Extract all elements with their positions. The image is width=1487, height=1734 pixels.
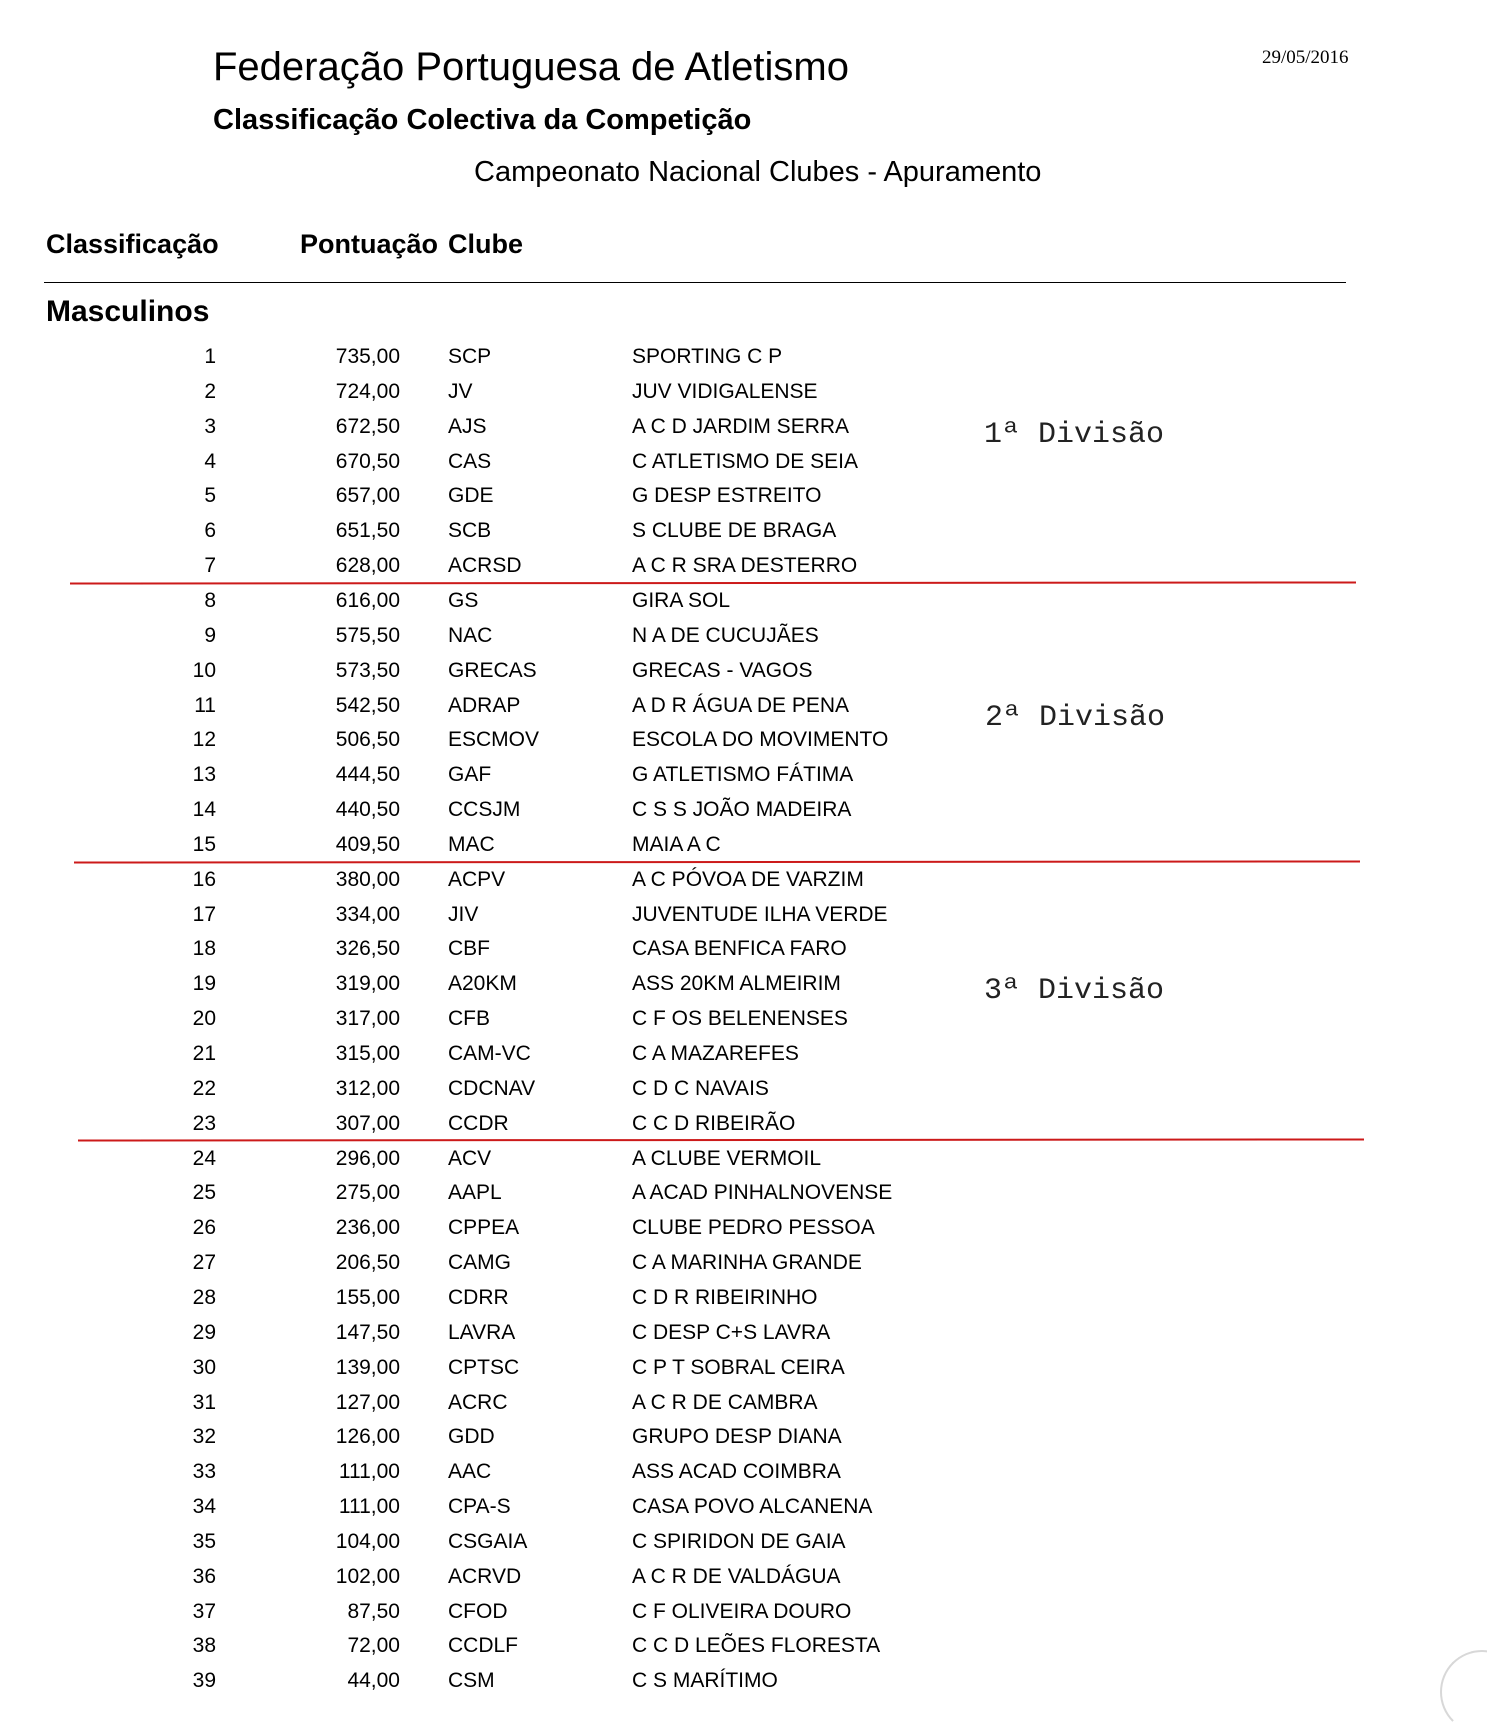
rank-cell: 18 xyxy=(192,937,216,961)
rank-cell: 33 xyxy=(192,1460,216,1484)
club-name-cell: SPORTING C P xyxy=(632,345,783,368)
club-name-cell: A ACAD PINHALNOVENSE xyxy=(632,1181,893,1205)
points-cell: 139,00 xyxy=(335,1355,400,1379)
points-cell: 409,50 xyxy=(335,832,400,856)
club-name-cell: A C PÓVOA DE VARZIM xyxy=(632,867,864,891)
table-row xyxy=(0,827,1487,862)
club-abbr-cell: LAVRA xyxy=(448,1320,516,1344)
table-row xyxy=(0,548,1487,583)
club-abbr-cell: AAPL xyxy=(448,1181,502,1205)
rank-cell: 24 xyxy=(192,1146,216,1170)
club-name-cell: CASA POVO ALCANENA xyxy=(632,1495,873,1519)
club-name-cell: S CLUBE DE BRAGA xyxy=(632,519,837,543)
club-abbr-cell: GRECAS xyxy=(448,658,537,682)
club-abbr-cell: CPPEA xyxy=(448,1216,520,1240)
points-cell: 72,00 xyxy=(347,1634,400,1658)
table-row xyxy=(0,897,1487,932)
points-cell: 126,00 xyxy=(335,1425,400,1449)
club-name-cell: CLUBE PEDRO PESSOA xyxy=(632,1216,875,1240)
table-row xyxy=(0,478,1487,513)
points-cell: 155,00 xyxy=(335,1285,400,1309)
club-name-cell: C S MARÍTIMO xyxy=(632,1669,778,1693)
table-row xyxy=(0,688,1487,723)
club-name-cell: C P T SOBRAL CEIRA xyxy=(632,1355,845,1379)
rank-cell: 38 xyxy=(192,1634,216,1658)
rank-cell: 3 xyxy=(204,414,216,438)
club-name-cell: C A MARINHA GRANDE xyxy=(632,1251,862,1275)
table-row xyxy=(0,1419,1487,1454)
column-header-classificacao: Classificação xyxy=(46,229,219,259)
club-abbr-cell: CFB xyxy=(448,1007,490,1031)
club-name-cell: G ATLETISMO FÁTIMA xyxy=(632,763,854,787)
points-cell: 735,00 xyxy=(335,345,400,368)
points-cell: 444,50 xyxy=(335,763,400,787)
section-title: Masculinos xyxy=(46,295,210,328)
table-row xyxy=(0,1524,1487,1559)
club-abbr-cell: CSM xyxy=(448,1669,495,1693)
table-row xyxy=(0,1559,1487,1594)
table-row xyxy=(0,1210,1487,1245)
rank-cell: 25 xyxy=(192,1181,216,1205)
club-name-cell: C SPIRIDON DE GAIA xyxy=(632,1529,846,1553)
table-row xyxy=(0,722,1487,757)
rank-cell: 32 xyxy=(192,1425,216,1449)
club-abbr-cell: CAS xyxy=(448,449,492,473)
rank-cell: 9 xyxy=(204,623,216,647)
club-abbr-cell: ACRC xyxy=(448,1390,508,1414)
club-name-cell: C C D RIBEIRÃO xyxy=(632,1111,796,1135)
club-abbr-cell: ACRVD xyxy=(448,1564,522,1588)
club-abbr-cell: AAC xyxy=(448,1460,492,1484)
club-abbr-cell: CDRR xyxy=(448,1285,509,1309)
rank-cell: 21 xyxy=(192,1042,216,1065)
rank-cell: 37 xyxy=(192,1599,216,1623)
table-row xyxy=(0,1106,1487,1141)
table-row xyxy=(0,1071,1487,1106)
table-row xyxy=(0,966,1487,1001)
club-name-cell: JUVENTUDE ILHA VERDE xyxy=(632,902,888,926)
points-cell: 312,00 xyxy=(335,1076,400,1100)
table-row xyxy=(0,409,1487,444)
table-row xyxy=(0,792,1487,827)
rank-cell: 19 xyxy=(192,972,216,996)
club-name-cell: A C D JARDIM SERRA xyxy=(632,414,850,438)
points-cell: 275,00 xyxy=(335,1181,400,1205)
club-name-cell: JUV VIDIGALENSE xyxy=(632,379,818,403)
club-name-cell: N A DE CUCUJÃES xyxy=(632,623,819,647)
rank-cell: 31 xyxy=(192,1390,216,1414)
rank-cell: 7 xyxy=(204,554,216,578)
rank-cell: 1 xyxy=(204,345,216,368)
club-abbr-cell: A20KM xyxy=(448,972,517,996)
club-name-cell: ESCOLA DO MOVIMENTO xyxy=(632,728,889,752)
table-row xyxy=(0,339,1487,374)
club-name-cell: GIRA SOL xyxy=(632,588,731,612)
division-label-3: 3ª Divisão xyxy=(984,974,1165,1008)
rank-cell: 34 xyxy=(192,1495,216,1519)
table-row xyxy=(0,1315,1487,1350)
points-cell: 657,00 xyxy=(335,484,400,508)
club-name-cell: ASS ACAD COIMBRA xyxy=(632,1460,841,1484)
rank-cell: 36 xyxy=(192,1564,216,1588)
club-abbr-cell: GDE xyxy=(448,484,494,508)
club-name-cell: C A MAZAREFES xyxy=(632,1042,799,1065)
points-cell: 575,50 xyxy=(335,623,400,647)
club-abbr-cell: GDD xyxy=(448,1425,495,1449)
club-abbr-cell: CPA-S xyxy=(448,1495,511,1519)
table-row xyxy=(0,1175,1487,1210)
rank-cell: 26 xyxy=(192,1216,216,1240)
club-name-cell: A C R DE VALDÁGUA xyxy=(632,1564,841,1588)
points-cell: 111,00 xyxy=(338,1495,400,1519)
points-cell: 380,00 xyxy=(335,867,400,891)
points-cell: 651,50 xyxy=(335,519,400,543)
division-label-1: 1ª Divisão xyxy=(984,418,1165,452)
club-abbr-cell: CAMG xyxy=(448,1251,511,1275)
club-abbr-cell: CSGAIA xyxy=(448,1529,528,1553)
table-row xyxy=(0,1385,1487,1420)
club-name-cell: C S S JOÃO MADEIRA xyxy=(632,798,852,822)
club-name-cell: C ATLETISMO DE SEIA xyxy=(632,449,858,473)
points-cell: 326,50 xyxy=(335,937,400,961)
rank-cell: 8 xyxy=(204,588,216,612)
points-cell: 87,50 xyxy=(347,1599,400,1623)
column-header-pontuacao: Pontuação xyxy=(300,229,439,259)
club-abbr-cell: ESCMOV xyxy=(448,728,540,752)
club-abbr-cell: GAF xyxy=(448,763,492,787)
table-row xyxy=(0,374,1487,409)
points-cell: 44,00 xyxy=(347,1669,400,1693)
points-cell: 334,00 xyxy=(335,902,400,926)
rank-cell: 28 xyxy=(192,1285,216,1309)
club-name-cell: C F OLIVEIRA DOURO xyxy=(632,1599,852,1623)
table-row xyxy=(0,1001,1487,1036)
report-date: 29/05/2016 xyxy=(1262,47,1349,68)
club-name-cell: A D R ÁGUA DE PENA xyxy=(632,693,850,717)
rank-cell: 4 xyxy=(204,449,216,473)
club-abbr-cell: JIV xyxy=(448,902,479,926)
club-name-cell: GRUPO DESP DIANA xyxy=(632,1425,842,1449)
points-cell: 102,00 xyxy=(335,1564,400,1588)
club-abbr-cell: ADRAP xyxy=(448,693,521,717)
club-name-cell: A C R SRA DESTERRO xyxy=(632,554,858,578)
club-abbr-cell: SCP xyxy=(448,345,492,368)
club-abbr-cell: NAC xyxy=(448,623,493,647)
table-row xyxy=(0,1663,1487,1698)
club-abbr-cell: CAM-VC xyxy=(448,1042,531,1065)
rank-cell: 2 xyxy=(204,379,216,403)
points-cell: 206,50 xyxy=(335,1251,400,1275)
rank-cell: 5 xyxy=(204,484,216,508)
club-name-cell: C D R RIBEIRINHO xyxy=(632,1285,818,1309)
table-row xyxy=(0,583,1487,618)
rank-cell: 6 xyxy=(204,519,216,543)
club-name-cell: G DESP ESTREITO xyxy=(632,484,822,508)
table-row xyxy=(0,1489,1487,1524)
table-row xyxy=(0,1594,1487,1629)
points-cell: 315,00 xyxy=(335,1042,400,1065)
table-row xyxy=(0,1036,1487,1071)
points-cell: 670,50 xyxy=(335,449,400,473)
table-row xyxy=(0,1245,1487,1280)
club-abbr-cell: CCSJM xyxy=(448,798,521,822)
rank-cell: 23 xyxy=(192,1111,216,1135)
column-header-clube: Clube xyxy=(448,229,524,259)
rank-cell: 10 xyxy=(192,658,216,682)
rank-cell: 20 xyxy=(192,1007,216,1031)
club-abbr-cell: MAC xyxy=(448,832,495,856)
table-row xyxy=(0,1350,1487,1385)
club-abbr-cell: GS xyxy=(448,588,479,612)
points-cell: 104,00 xyxy=(335,1529,400,1553)
club-abbr-cell: CBF xyxy=(448,937,490,961)
club-abbr-cell: CCDR xyxy=(448,1111,509,1135)
points-cell: 296,00 xyxy=(335,1146,400,1170)
points-cell: 628,00 xyxy=(335,554,400,578)
club-abbr-cell: SCB xyxy=(448,519,492,543)
rank-cell: 27 xyxy=(192,1251,216,1275)
rank-cell: 16 xyxy=(192,867,216,891)
club-name-cell: A CLUBE VERMOIL xyxy=(632,1146,822,1170)
club-name-cell: A C R DE CAMBRA xyxy=(632,1390,818,1414)
club-name-cell: CASA BENFICA FARO xyxy=(632,937,847,961)
table-row xyxy=(0,862,1487,897)
page-title: Federação Portuguesa de Atletismo xyxy=(213,45,849,89)
club-abbr-cell: ACRSD xyxy=(448,554,522,578)
club-abbr-cell: CCDLF xyxy=(448,1634,519,1658)
club-name-cell: GRECAS - VAGOS xyxy=(632,658,813,682)
points-cell: 672,50 xyxy=(335,414,400,438)
division-label-2: 2ª Divisão xyxy=(985,701,1166,735)
points-cell: 317,00 xyxy=(335,1007,400,1031)
points-cell: 127,00 xyxy=(335,1390,400,1414)
points-cell: 111,00 xyxy=(338,1460,400,1484)
table-row xyxy=(0,653,1487,688)
points-cell: 440,50 xyxy=(335,798,400,822)
table-row xyxy=(0,444,1487,479)
points-cell: 236,00 xyxy=(335,1216,400,1240)
table-row xyxy=(0,1141,1487,1176)
rank-cell: 17 xyxy=(192,902,216,926)
club-name-cell: C F OS BELENENSES xyxy=(632,1007,848,1031)
rank-cell: 14 xyxy=(192,798,216,822)
rank-cell: 22 xyxy=(192,1076,216,1100)
points-cell: 724,00 xyxy=(335,379,400,403)
rank-cell: 13 xyxy=(192,763,216,787)
club-abbr-cell: CDCNAV xyxy=(448,1076,536,1100)
table-row xyxy=(0,931,1487,966)
table-row xyxy=(0,618,1487,653)
rank-cell: 29 xyxy=(192,1320,216,1344)
points-cell: 506,50 xyxy=(335,728,400,752)
page-subtitle: Classificação Colectiva da Competição xyxy=(213,104,752,136)
club-name-cell: C DESP C+S LAVRA xyxy=(632,1320,831,1344)
points-cell: 319,00 xyxy=(335,972,400,996)
table-row xyxy=(0,513,1487,548)
points-cell: 147,50 xyxy=(335,1320,400,1344)
points-cell: 616,00 xyxy=(335,588,400,612)
club-name-cell: ASS 20KM ALMEIRIM xyxy=(632,972,841,996)
points-cell: 542,50 xyxy=(335,693,400,717)
points-cell: 573,50 xyxy=(335,658,400,682)
table-row xyxy=(0,1454,1487,1489)
table-row xyxy=(0,757,1487,792)
club-abbr-cell: CPTSC xyxy=(448,1355,520,1379)
table-row xyxy=(0,1628,1487,1663)
club-name-cell: C D C NAVAIS xyxy=(632,1076,769,1100)
rank-cell: 30 xyxy=(192,1355,216,1379)
club-abbr-cell: ACPV xyxy=(448,867,506,891)
rank-cell: 35 xyxy=(192,1529,216,1553)
rank-cell: 39 xyxy=(192,1669,216,1693)
points-cell: 307,00 xyxy=(335,1111,400,1135)
rank-cell: 12 xyxy=(192,728,216,752)
club-abbr-cell: JV xyxy=(448,379,473,403)
rank-cell: 15 xyxy=(192,832,216,856)
competition-name: Campeonato Nacional Clubes - Apuramento xyxy=(474,156,1042,188)
club-abbr-cell: CFOD xyxy=(448,1599,508,1623)
rank-cell: 11 xyxy=(194,693,216,717)
club-name-cell: MAIA A C xyxy=(632,832,721,856)
club-name-cell: C C D LEÕES FLORESTA xyxy=(632,1634,881,1658)
club-abbr-cell: ACV xyxy=(448,1146,492,1170)
table-row xyxy=(0,1280,1487,1315)
club-abbr-cell: AJS xyxy=(448,414,487,438)
